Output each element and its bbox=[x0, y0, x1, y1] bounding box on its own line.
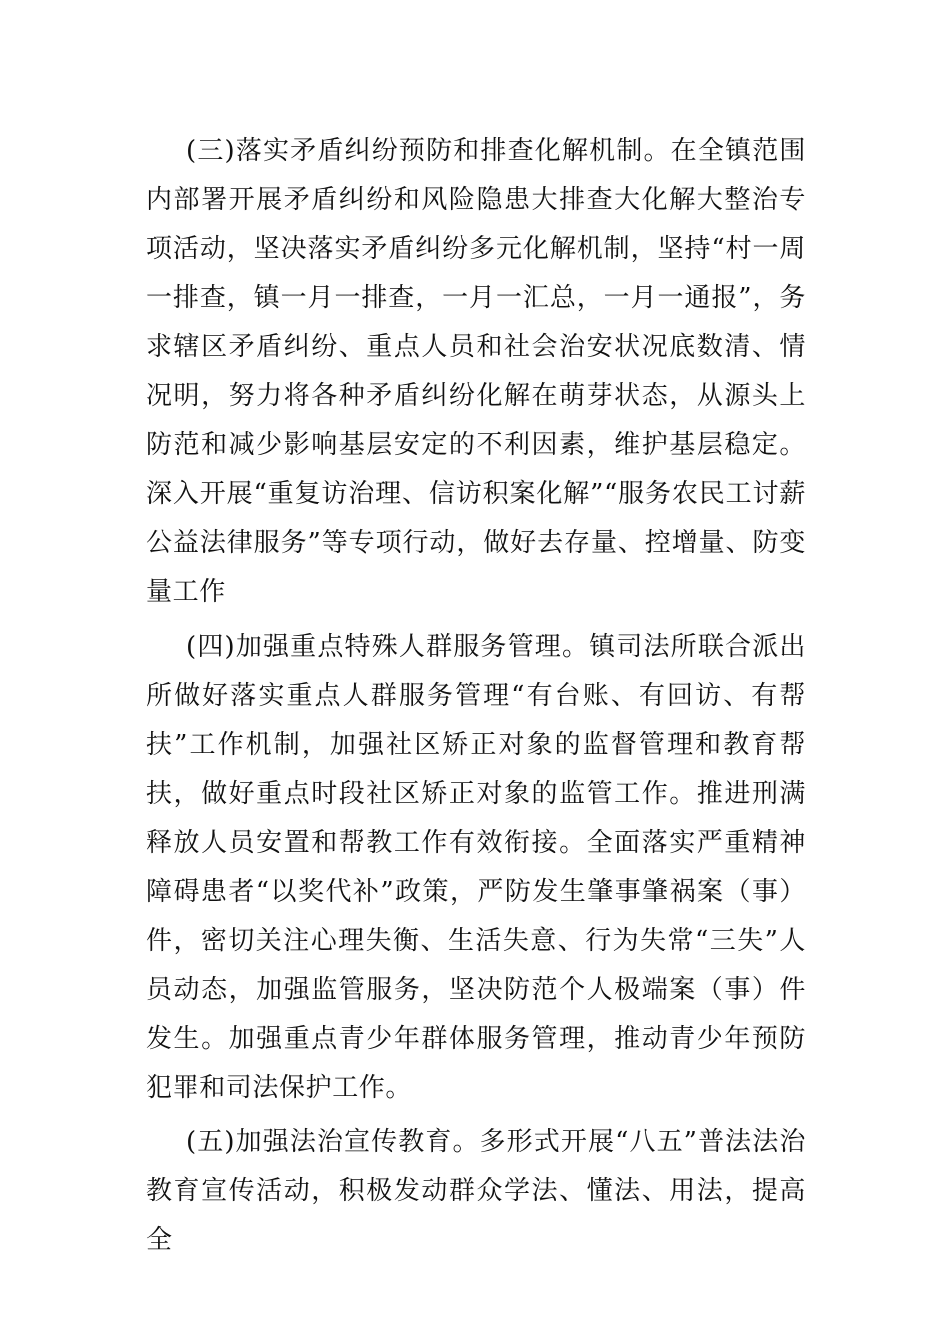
paragraph-section-5: (五)加强法治宣传教育。多形式开展“八五”普法法治教育宣传活动，积极发动群众学法、懂法、用法，提高全 bbox=[146, 1127, 806, 1255]
paragraph-section-4: (四)加强重点特殊人群服务管理。镇司法所联合派出所做好落实重点人群服务管理“有台账、有回访、有帮扶”工作机制，加强社区矫正对象的监督管理和教育帮扶，做好重点时段社区矫正对象的监管工作。推进刑满释放人员安置和帮教工作有效衔接。全面落实严重精神障碍患者“以奖代补”政策，严防发生肇事肇祸案（事）件，密切关注心理失衡、生活失意、行为失常“三失”人员动态，加强监管服务，坚决防范个人极端案（事）件发生。加强重点青少年群体服务管理，推动青少年预防犯罪和司法保护工作。 bbox=[146, 632, 806, 1103]
paragraph-section-3: (三)落实矛盾纠纷预防和排查化解机制。在全镇范围内部署开展矛盾纠纷和风险隐患大排查大化解大整治专项活动，坚决落实矛盾纠纷多元化解机制，坚持“村一周一排查，镇一月一排查，一月一汇总，一月一通报”，务求辖区矛盾纠纷、重点人员和社会治安状况底数清、情况明，努力将各种矛盾纠纷化解在萌芽状态，从源头上防范和减少影响基层安定的不利因素，维护基层稳定。深入开展“重复访治理、信访积案化解”“服务农民工讨薪公益法律服务”等专项行动，做好去存量、控增量、防变量工作 bbox=[146, 136, 806, 607]
